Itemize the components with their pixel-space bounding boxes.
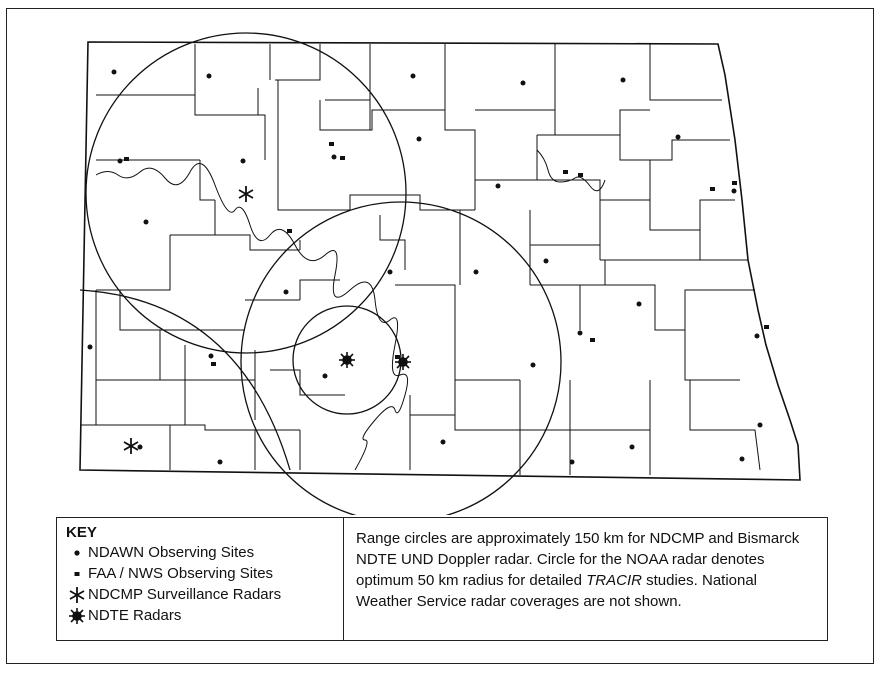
- legend-item-ndte: [66, 605, 343, 626]
- legend-label-ndawn: NDAWN Observing Sites: [88, 544, 255, 561]
- county-lines: [80, 44, 760, 475]
- legend-title: KEY: [66, 524, 97, 541]
- legend-note: [344, 518, 827, 640]
- note-text-before: Range circles are approximately 150 km for NDCMP and Bismarck NDTE UND Doppler radar. Circle for the NOAA radar denotes optimum 50 km radius for detailed: [356, 530, 800, 589]
- legend-key: [57, 518, 344, 640]
- legend-label-ndte: NDTE Radars: [88, 607, 182, 624]
- legend-item-ndawn: [66, 542, 343, 563]
- note-text-after: studies. National Weather Service radar coverages are not shown.: [356, 572, 758, 610]
- legend-label-ndcmp: NDCMP Surveillance Radars: [88, 586, 282, 603]
- ndcmp-radar-south: [124, 438, 138, 454]
- legend-box: [56, 517, 828, 641]
- ndte-radar-bismarck: [395, 354, 411, 370]
- legend-label-faa: FAA / NWS Observing Sites: [88, 565, 274, 582]
- burst-icon: [66, 607, 88, 625]
- ndte-radar-west: [339, 352, 355, 368]
- ndcmp-radars: [124, 186, 253, 454]
- legend-item-ndcmp: [66, 584, 343, 605]
- legend-item-faa: [66, 563, 343, 584]
- ndcmp-radar-north: [239, 186, 253, 202]
- state-outline: [80, 42, 800, 480]
- asterisk-star-icon: [66, 586, 88, 604]
- ndawn-sites: [88, 70, 763, 465]
- faa-nws-sites: [124, 142, 769, 366]
- dot-icon: [66, 549, 88, 557]
- note-text-italic: TRACIR: [586, 572, 642, 589]
- square-icon: [66, 570, 88, 578]
